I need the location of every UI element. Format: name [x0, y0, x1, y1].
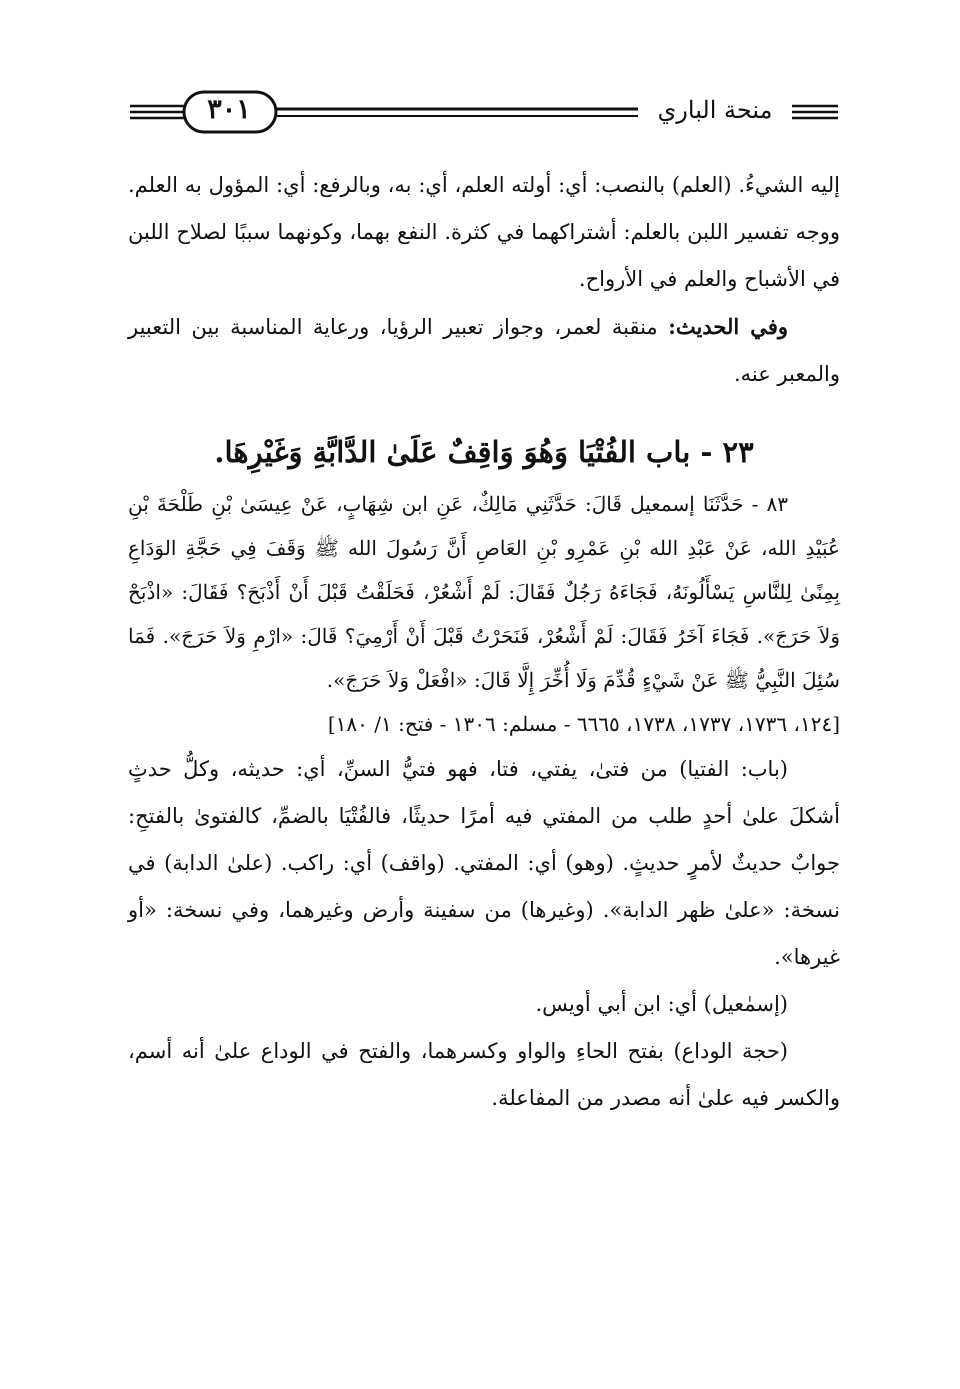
page-header [128, 84, 840, 140]
commentary-paragraph: إليه الشيءُ. (العلم) بالنصب: أي: أولته العلم، أي: به، وبالرفع: أي: المؤول به العلم. ووجه تفسير اللبن بالعلم: أشتراكهما في كثرة. النفع بهما، وكونهما سببًا لصلاح اللبن في الأشباح والعلم في الأرواح. [128, 173, 840, 291]
page-body [128, 162, 840, 1122]
hadith-references: [١٢٤، ١٧٣٦، ١٧٣٧، ١٧٣٨، ٦٦٦٥ - مسلم: ١٣٠٦ - فتح: ١/ ١٨٠] [327, 712, 840, 736]
hadith-note-lead: وفي الحديث: [668, 314, 788, 339]
commentary-paragraph: (باب: الفتيا) من فتىٰ، يفتي، فتا، فهو فتيُّ السنِّ، أي: حديثه، وكلُّ حدثٍ أشكلَ علىٰ أحدٍ طلب من المفتي فيه أمرًا حديثًا، فالفُتْيَا بالضمِّ، كالفتوىٰ بالفتحِ: جوابٌ حديثٌ لأمرٍ حديثٍ. (وهو) أي: المفتي. (واقف) أي: راكب. (علىٰ الدابة) في نسخة: «علىٰ ظهر الدابة». (وغيرها) من سفينة وأرض وغيرهما، وفي نسخة: «أو غيرها». [128, 757, 840, 969]
hadith-text: ٨٣ - حَدَّثَنَا إسمعيل قَالَ: حَدَّثَنِي مَالِكٌ، عَنِ ابن شِهَابٍ، عَنْ عِيسَىٰ بْنِ طَلْحَةَ بْنِ عُبَيْدِ الله، عَنْ عَبْدِ الله بْنِ عَمْرِو بْنِ العَاصِ أَنَّ رَسُولَ الله ﷺ وَقَفَ فِي حَجَّةِ الوَدَاعِ بِمِنًىٰ لِلنَّاسِ يَسْأَلُونَهُ، فَجَاءَهُ رَجُلٌ فَقَالَ: لَمْ أَشْعُرْ، فَحَلَقْتُ قَبْلَ أَنْ أَذْبَحَ؟ فَقَالَ: «اذْبَحْ وَلاَ حَرَجَ». فَجَاءَ آخَرُ فَقَالَ: لَمْ أَشْعُرْ، فَنَحَرْتُ قَبْلَ أَنْ أَرْمِيَ؟ قَالَ: «ارْمِ وَلاَ حَرَجَ». فَمَا سُئِلَ النَّبِيُّ ﷺ عَنْ شَيْءٍ قُدِّمَ وَلَا أُخِّرَ إِلَّا قَالَ: «افْعَلْ وَلاَ حَرَجَ». [128, 492, 840, 692]
commentary-paragraph: (حجة الوداع) بفتح الحاءِ والواو وكسرهما، والفتح في الوداع علىٰ أنه أسم، والكسر فيه علىٰ أنه مصدر من المفاعلة. [128, 1039, 840, 1110]
chapter-title: ٢٣ - باب الفُتْيَا وَهُوَ وَاقِفٌ عَلَىٰ الدَّابَّةِ وَغَيْرِهَا. [214, 435, 754, 469]
running-title: منحة الباري [657, 96, 773, 124]
hadith-note-text: منقبة لعمر، وجواز تعبير الرؤيا، ورعاية المناسبة بين التعبير والمعبر عنه. [128, 315, 840, 386]
page-number: ٣٠١ [207, 94, 251, 125]
hadith-note-paragraph [128, 303, 840, 398]
commentary-paragraph: (إسمٰعيل) أي: ابن أبي أويس. [535, 992, 788, 1016]
